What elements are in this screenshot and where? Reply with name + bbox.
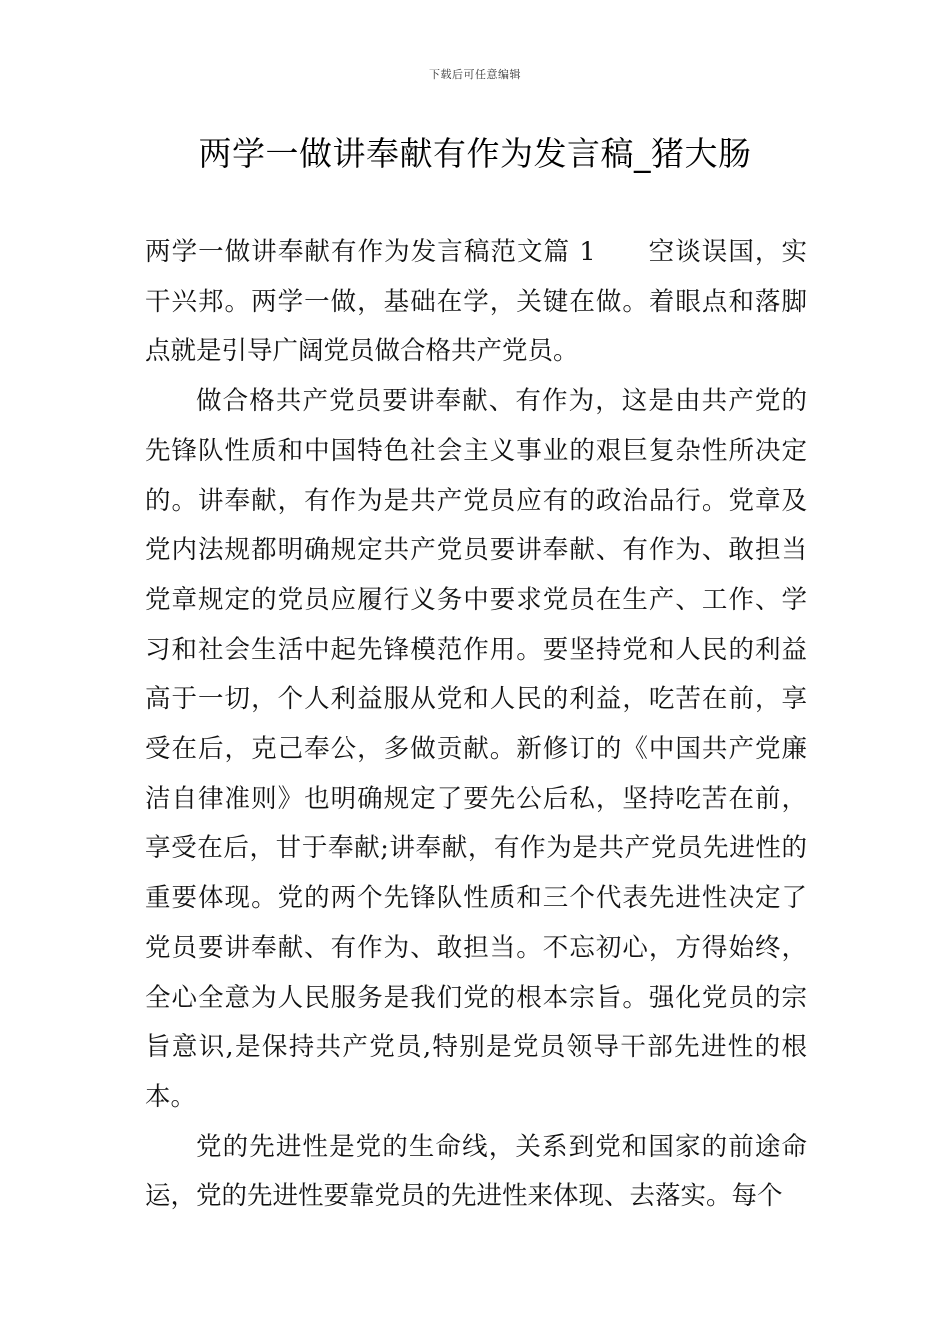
paragraph-text: 空谈误国，实干兴邦。两学一做，基础在学，关键在做。着眼点和落脚点就是引导广阔党员做合格共产党员。 [145, 237, 807, 367]
body-paragraph: 做合格共产党员要讲奉献、有作为，这是由共产党的先锋队性质和中国特色社会主义事业的艰巨复杂性所决定的。讲奉献，有作为是共产党员应有的政治品行。党章及党内法规都明确规定共产党员要讲奉献、有作为、敢担当党章规定的党员应履行义务中要求党员在生产、工作、学习和社会生活中起先锋模范作用。要坚持党和人民的利益高于一切，个人利益服从党和人民的利益，吃苦在前，享受在后，克己奉公，多做贡献。新修订的《中国共产党廉洁自律准则》也明确规定了要先公后私，坚持吃苦在前，享受在后，甘于奉献;讲奉献，有作为是共产党员先进性的重要体现。党的两个先锋队性质和三个代表先进性决定了党员要讲奉献、有作为、敢担当。不忘初心，方得始终，全心全意为人民服务是我们党的根本宗旨。强化党员的宗旨意识,是保持共产党员,特别是党员领导干部先进性的根本。 [145, 386, 807, 1112]
header-note: 下载后可任意编辑 [429, 68, 521, 81]
body-paragraph: 党的先进性是党的生命线，关系到党和国家的前途命运，党的先进性要靠党员的先进性来体现、去落实。每个 [145, 1131, 807, 1212]
document-body [145, 228, 807, 1222]
intro-title: 两学一做讲奉献有作为发言稿范文篇 1 [145, 237, 596, 267]
intro-paragraph [145, 228, 807, 377]
document-title: 两学一做讲奉献有作为发言稿_猪大肠 [198, 134, 752, 173]
